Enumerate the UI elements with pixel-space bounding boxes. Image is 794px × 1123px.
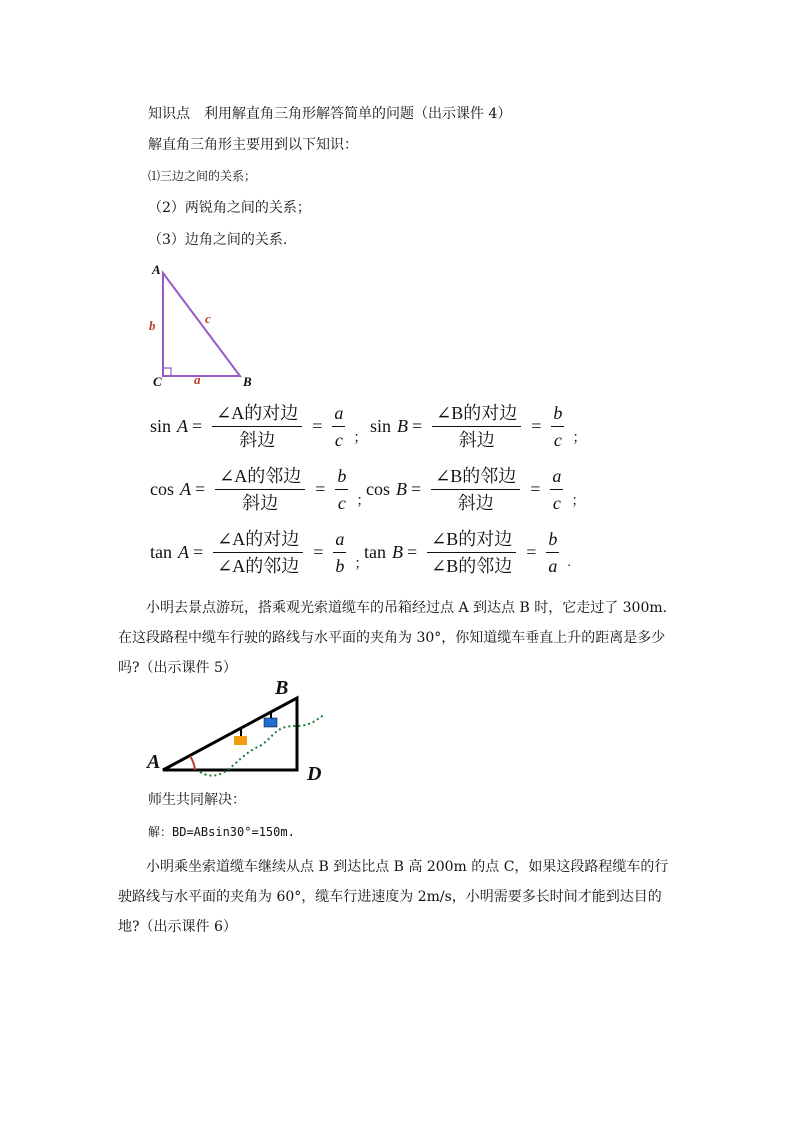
separator: ；: [572, 430, 587, 446]
point-a-label: A: [147, 751, 161, 773]
ratio-den: c: [552, 493, 561, 513]
frac-den: 斜边: [239, 430, 276, 450]
vertex-b-label: B: [243, 374, 252, 389]
separator: ；: [356, 493, 371, 509]
item-3: （3）边角之间的关系.: [148, 232, 288, 248]
separator: ；: [571, 493, 586, 509]
var-label: A: [180, 479, 191, 499]
ratio-num: a: [550, 465, 563, 490]
solution-text: 解：BD=ABsin30°=150m.: [148, 825, 295, 839]
ratio-den: c: [553, 430, 562, 450]
ratio-den: a: [548, 556, 558, 576]
ratio-num: a: [333, 528, 346, 553]
fn-label: tan: [364, 542, 386, 562]
formula-cos-a: cos A = $\frac{\text{∠A的邻边}}{\text{斜边}}$ = $\frac{b}{c}$ ；: [150, 466, 371, 513]
formula-tan-a: tan A = $\frac{\text{∠A的对边}}{\text{∠A的邻边}}$ = $\frac{a}{b}$ ；: [150, 529, 369, 576]
var-label: B: [397, 416, 409, 436]
separator: ；: [354, 556, 369, 572]
fn-label: cos: [366, 479, 390, 499]
ratio-den: c: [334, 430, 343, 450]
frac-num: ∠A的对边: [212, 402, 302, 427]
separator: ；: [353, 430, 368, 446]
var-label: A: [177, 416, 189, 436]
cable-triangle: [163, 698, 297, 770]
angle-arc: [190, 756, 195, 770]
point-d-label: D: [307, 763, 322, 785]
frac-den: 斜边: [242, 493, 279, 513]
item-2: （2）两锐角之间的关系；: [148, 200, 311, 216]
vertex-c-label: C: [153, 374, 162, 389]
discussion-text: 师生共同解决：: [148, 792, 246, 808]
side-b-label: b: [149, 318, 156, 333]
ratio-den: c: [337, 493, 346, 513]
ratio-num: b: [546, 528, 559, 553]
fn-label: cos: [150, 479, 174, 499]
side-a-label: a: [194, 372, 201, 387]
frac-num: ∠B的邻边: [431, 465, 520, 490]
problem-1-text: 小明去景点游玩，搭乘观光索道缆车的吊箱经过点 A 到达点 B 时，它走过了 300m.在这段路程中缆车行驶的路线与水平面的夹角为 30°，你知道缆车垂直上升的距离是多少吗?（出示课件 5）: [118, 600, 668, 676]
right-angle-mark: [163, 368, 171, 376]
cable-car-diagram: [145, 676, 345, 788]
end-dot: .: [567, 554, 571, 570]
fn-label: tan: [150, 542, 172, 562]
section-heading: 知识点 利用解直角三角形解答简单的问题（出示课件 4）: [148, 106, 512, 122]
side-c-label: c: [205, 311, 211, 326]
vertex-a-label: A: [152, 262, 161, 277]
fn-label: sin: [370, 416, 392, 436]
frac-num: ∠B的对边: [427, 528, 516, 553]
var-label: B: [392, 542, 403, 562]
fn-label: sin: [150, 416, 172, 436]
item-1: ⑴三边之间的关系；: [148, 169, 257, 183]
formula-sin-b: sin B = $\frac{\text{∠B的对边}}{\text{斜边}}$ = $\frac{b}{c}$ ；: [370, 403, 587, 450]
intro-text: 解直角三角形主要用到以下知识：: [148, 137, 358, 153]
ratio-num: b: [551, 402, 564, 427]
formula-cos-b: cos B = $\frac{\text{∠B的邻边}}{\text{斜边}}$ = $\frac{a}{c}$ ；: [366, 466, 586, 513]
formula-sin-a: sin A = $\frac{\text{∠A的对边}}{\text{斜边}}$ = $\frac{a}{c}$ ；: [150, 403, 368, 450]
frac-den: ∠B的邻边: [431, 556, 513, 576]
orange-cable-car: [234, 736, 247, 745]
triangle-shape: [163, 273, 240, 376]
right-triangle-figure: [145, 258, 265, 393]
frac-den: 斜边: [457, 493, 494, 513]
frac-den: 斜边: [458, 430, 495, 450]
ratio-den: b: [335, 556, 345, 576]
ratio-num: b: [335, 465, 348, 490]
var-label: A: [178, 542, 189, 562]
var-label: B: [396, 479, 407, 499]
frac-num: ∠A的对边: [213, 528, 303, 553]
ratio-num: a: [332, 402, 345, 427]
frac-den: ∠A的邻边: [217, 556, 300, 576]
point-b-label: B: [275, 677, 289, 699]
frac-num: ∠B的对边: [432, 402, 521, 427]
frac-num: ∠A的邻边: [215, 465, 305, 490]
blue-cable-car: [264, 718, 277, 727]
formula-tan-b: tan B = $\frac{\text{∠B的对边}}{\text{∠B的邻边}}$ = $\frac{b}{a}$ .: [364, 529, 571, 576]
problem-2-text: 小明乘坐索道缆车继续从点 B 到达比点 B 高 200m 的点 C，如果这段路程缆车的行驶路线与水平面的夹角为 60°，缆车行进速度为 2m/s，小明需要多长时间才能到达目的地?（出示课件 6）: [118, 859, 669, 935]
